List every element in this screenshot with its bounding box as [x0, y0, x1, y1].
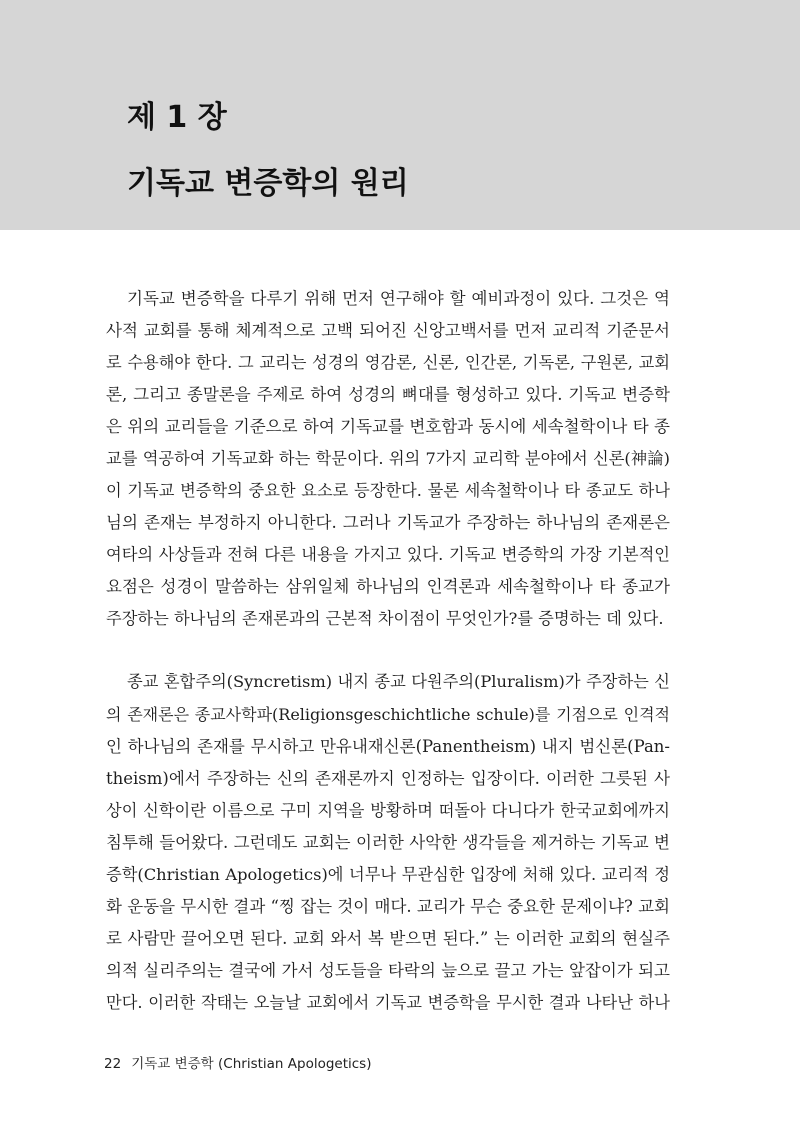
page-number: 22: [104, 1056, 122, 1072]
text-line: 상이 신학이란 이름으로 구미 지역을 방황하며 떠돌아 다니다가 한국교회에까지: [106, 801, 670, 820]
text-line: 주장하는 하나님의 존재론과의 근본적 차이점이 무엇인가?를 증명하는 데 있다.: [106, 609, 664, 628]
text-line: 님의 존재는 부정하지 아니한다. 그러나 기독교가 주장하는 하나님의 존재론은: [106, 513, 670, 532]
text-line: 인 하나님의 존재를 무시하고 만유내재신론(Panentheism) 내지 범신론(Pan-: [106, 737, 670, 756]
text-line: 사적 교회를 통해 체계적으로 고백 되어진 신앙고백서를 먼저 교리적 기준문서: [106, 321, 670, 340]
text-line: 교를 역공하여 기독교화 하는 학문이다. 위의 7가지 교리학 분야에서 신론(神論): [106, 449, 670, 468]
text-line: 화 운동을 무시한 결과 “찡 잡는 것이 매다. 교리가 무슨 중요한 문제이냐? 교회: [106, 897, 670, 916]
text-line: 만다. 이러한 작태는 오늘날 교회에서 기독교 변증학을 무시한 결과 나타난 하나: [106, 993, 670, 1012]
text-line: 종교 혼합주의(Syncretism) 내지 종교 다원주의(Pluralism)가 주장하는 신: [127, 672, 670, 691]
chapter-number: 제 1 장: [127, 100, 227, 135]
text-line: 요점은 성경이 말씀하는 삼위일체 하나님의 인격론과 세속철학이나 타 종교가: [106, 577, 670, 596]
text-line: 론, 그리고 종말론을 주제로 하여 성경의 뼈대를 형성하고 있다. 기독교 변증학: [106, 385, 670, 404]
page-footer: [104, 1052, 371, 1072]
text-line: 로 수용해야 한다. 그 교리는 성경의 영감론, 신론, 인간론, 기독론, 구원론, 교회: [106, 353, 670, 372]
text-line: 이 기독교 변증학의 중요한 요소로 등장한다. 물론 세속철학이나 타 종교도 하나: [106, 481, 670, 500]
text-line: 여타의 사상들과 전혀 다른 내용을 가지고 있다. 기독교 변증학의 가장 기본적인: [106, 545, 670, 564]
text-line: 로 사람만 끌어오면 된다. 교회 와서 복 받으면 된다.” 는 이러한 교회의 현실주: [106, 929, 670, 948]
text-line: theism)에서 주장하는 신의 존재론까지 인정하는 입장이다. 이러한 그릇된 사: [106, 769, 670, 788]
text-line: 증학(Christian Apologetics)에 너무나 무관심한 입장에 처해 있다. 교리적 정: [106, 865, 670, 884]
chapter-title: 기독교 변증학의 원리: [127, 166, 409, 201]
text-line: 침투해 들어왔다. 그런데도 교회는 이러한 사악한 생각들을 제거하는 기독교 변: [106, 833, 670, 852]
text-line: 은 위의 교리들을 기준으로 하여 기독교를 변호함과 동시에 세속철학이나 타 종: [106, 417, 670, 436]
text-line: 의 존재론은 종교사학파(Religionsgeschichtliche schule)를 기점으로 인격적: [106, 705, 670, 724]
running-title: 기독교 변증학 (Christian Apologetics): [131, 1056, 372, 1072]
text-line: 기독교 변증학을 다루기 위해 먼저 연구해야 할 예비과정이 있다. 그것은 역: [127, 289, 670, 308]
text-line: 의적 실리주의는 결국에 가서 성도들을 타락의 늪으로 끌고 가는 앞잡이가 되고: [106, 961, 670, 980]
